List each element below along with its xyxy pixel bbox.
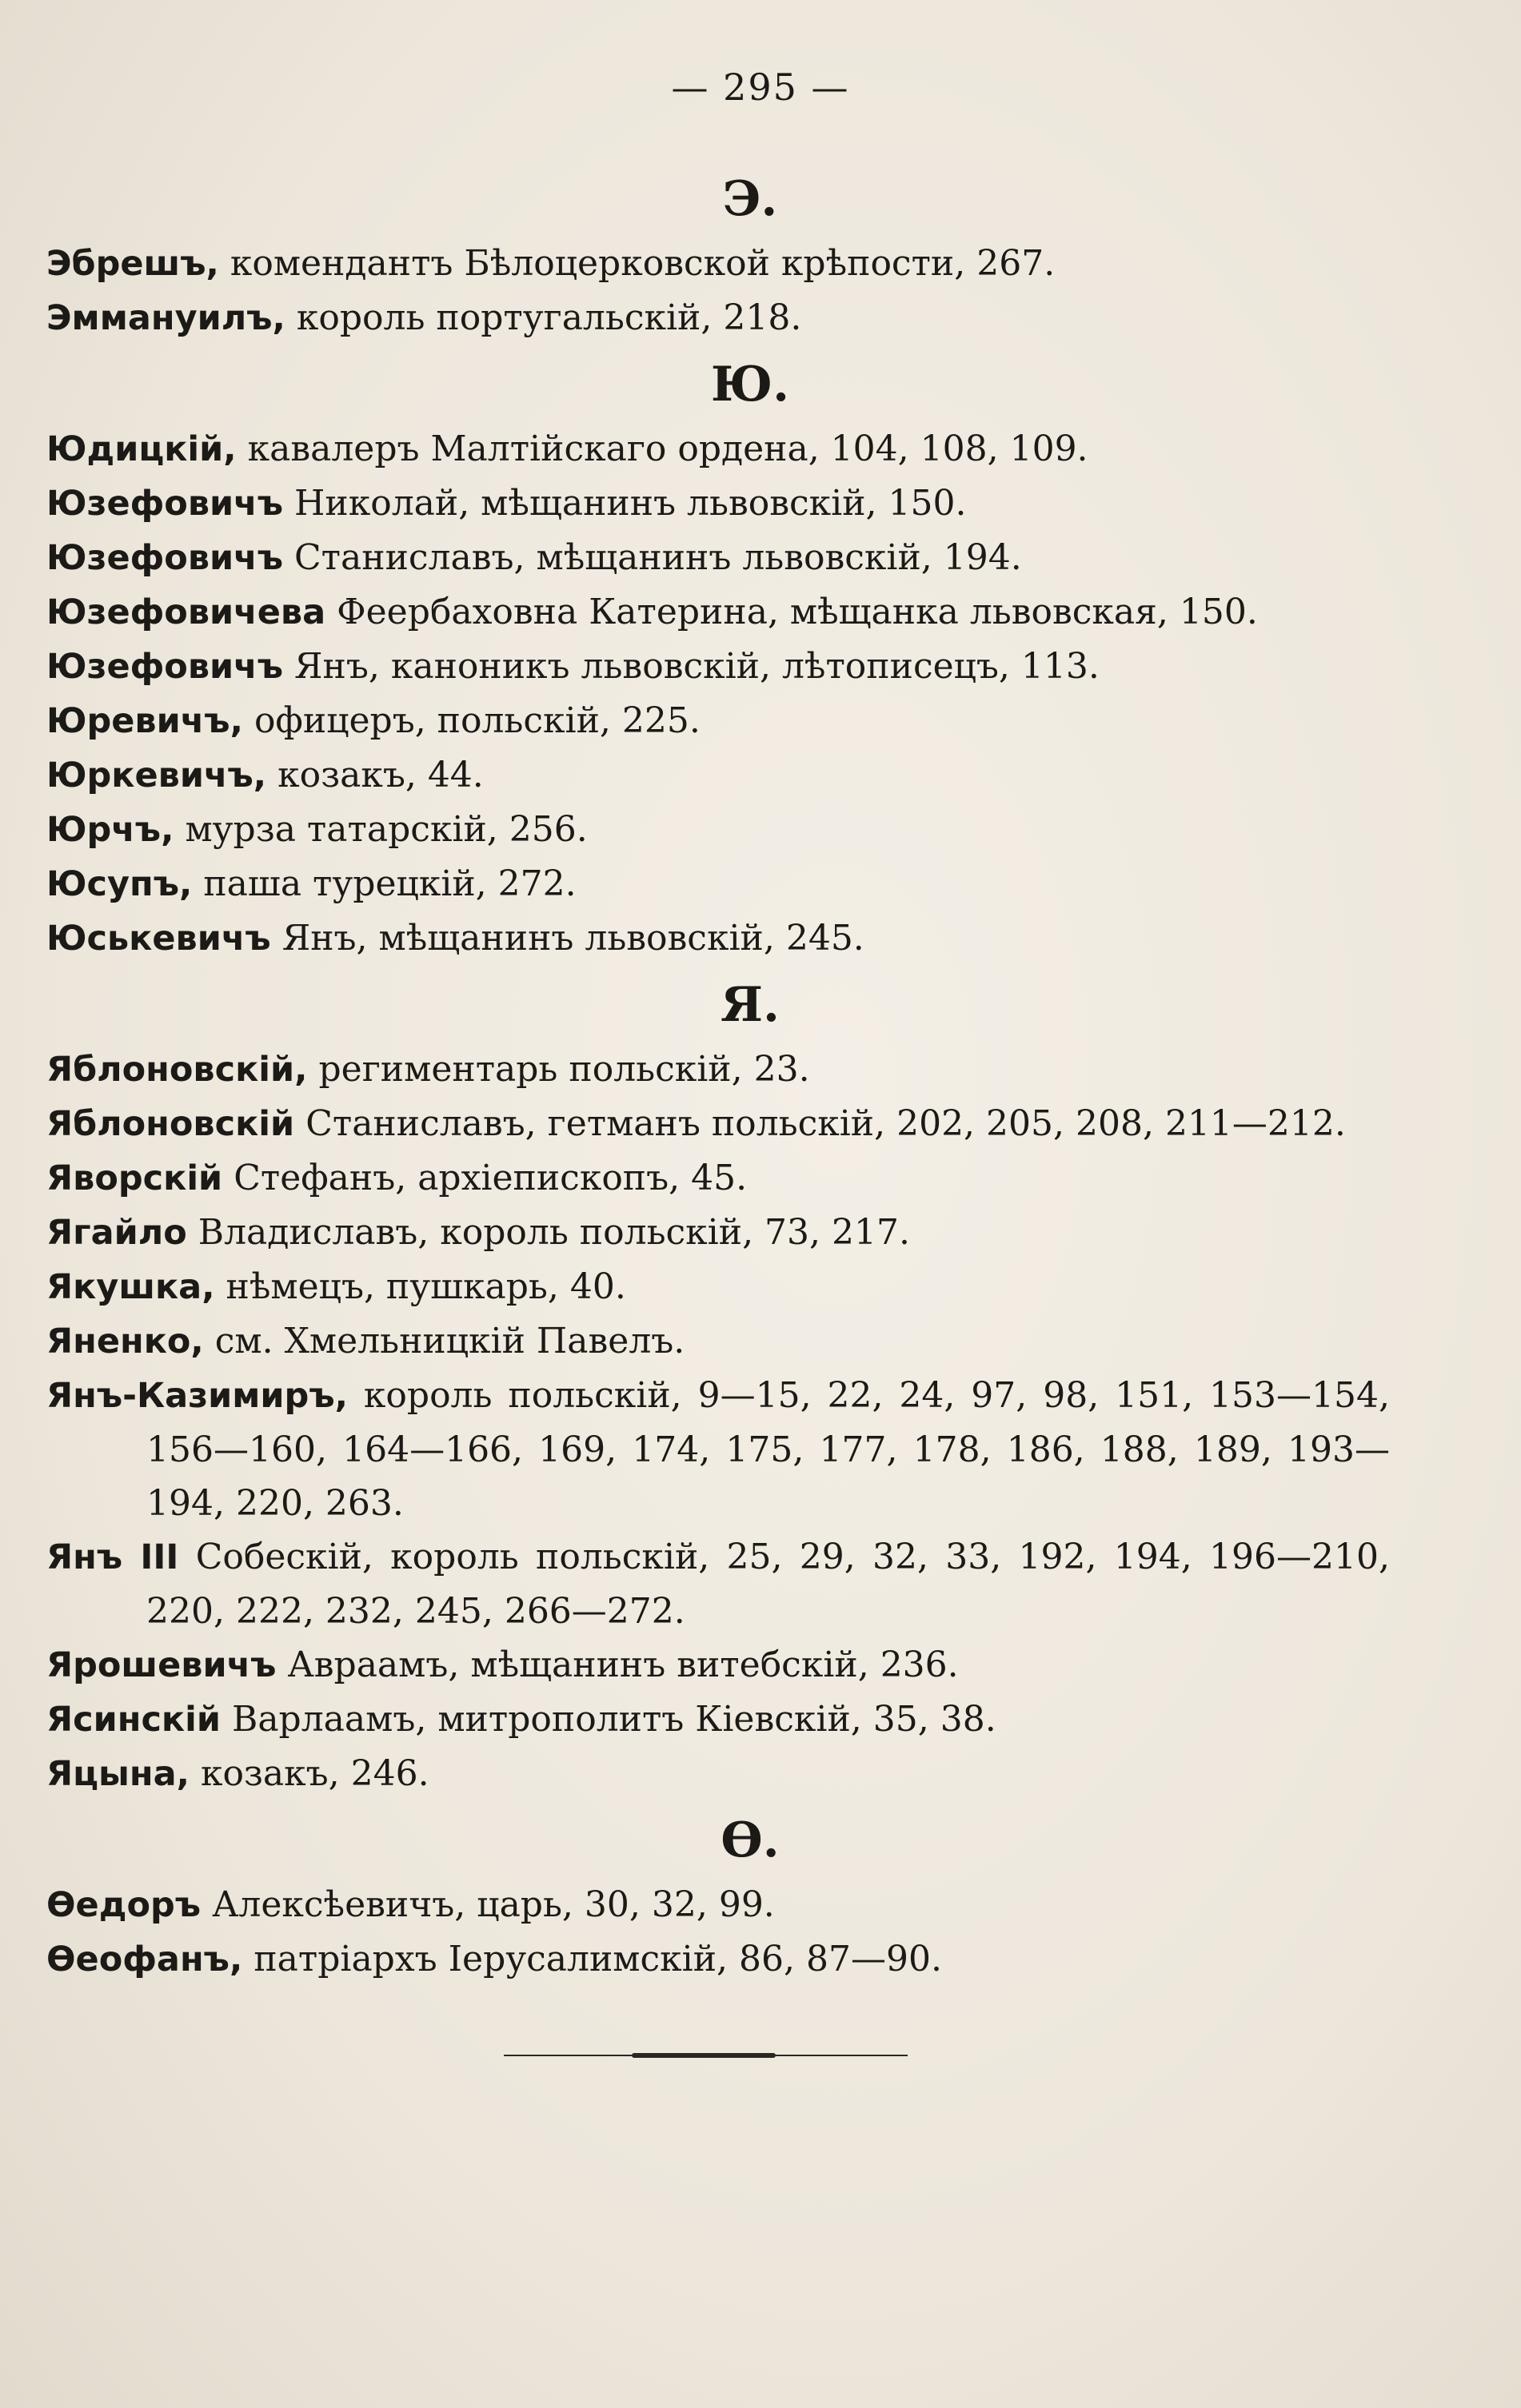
index-entry [46,237,1390,291]
entry-name: Юськевичъ [46,919,271,959]
index-entry [46,1692,1390,1747]
entry-name: Ягайло [46,1213,187,1253]
entry-text: Николай, мѣщанинъ львовскій, 150. [294,483,967,524]
entry-name: Яненко, [46,1322,204,1361]
entry-text: Станиславъ, гетманъ польскій, 202, 205, 208, 211—212. [305,1103,1346,1144]
entry-name: Юзефовичъ [46,647,284,687]
entry-name: Яблоновскій [46,1104,295,1144]
index-entry [46,1878,1390,1932]
index-entry [46,803,1390,857]
index-entry [46,531,1390,585]
entry-name: Ясинскій [46,1700,221,1740]
index-entry [46,1151,1390,1206]
index-entry [46,1043,1390,1097]
entry-name: Яблоновскій, [46,1050,308,1090]
entry-name: Юзефовичъ [46,484,284,524]
entry-text: Янъ, каноникъ львовскій, лѣтописецъ, 113. [294,646,1100,687]
entry-text: кавалеръ Малтійскаго ордена, 104, 108, 109. [247,429,1088,469]
entry-text: мурза татарскій, 256. [185,809,588,850]
entry-name: Юзефовичъ [46,538,284,578]
section-letter: Э. [722,171,778,227]
entry-text: нѣмецъ, пушкарь, 40. [226,1266,626,1307]
index-entry [46,1206,1390,1260]
entry-name: Юрчъ, [46,810,174,850]
index-entry [46,291,1390,345]
index-entry [46,640,1390,694]
entry-text: региментарь польскій, 23. [318,1049,810,1090]
rule-thick-line [632,2053,776,2058]
entry-text: патріархъ Іерусалимскій, 86, 87—90. [254,1939,942,1979]
entry-name: Ѳедоръ [46,1885,202,1925]
entry-name: Яцына, [46,1754,190,1794]
entry-name: Янъ-Казимиръ, [46,1376,348,1416]
index-entry [46,1638,1390,1692]
entry-name: Юсупъ, [46,864,193,904]
page-number: — 295 — [671,66,850,109]
entry-name: Яворскій [46,1158,223,1198]
index-entry [46,422,1390,476]
entry-text: Собескій, король польскій, 25, 29, 32, 33, 192, 194, 196—210, 220, 222, 232, 245, 266—272. [146,1537,1390,1632]
entry-text: офицеръ, польскій, 225. [254,700,701,741]
index-entry [46,1314,1390,1369]
entry-text: козакъ, 246. [200,1753,429,1794]
entry-text: Варлаамъ, митрополитъ Кіевскій, 35, 38. [231,1699,996,1740]
entry-name: Юревичъ, [46,701,243,741]
entry-name: Ѳеофанъ, [46,1940,243,1979]
entry-text: Владиславъ, король польскій, 73, 217. [198,1212,910,1253]
entry-text: Феербаховна Катерина, мѣщанка львовская, 150. [337,592,1258,632]
entry-text: паша турецкій, 272. [203,863,577,904]
entry-name: Ярошевичъ [46,1645,277,1685]
index-content [46,160,1390,1987]
entry-text: король португальскій, 218. [296,297,802,338]
index-entry [46,1530,1390,1638]
index-entry [46,1369,1390,1530]
index-entry [46,1747,1390,1801]
entry-text: комендантъ Бѣлоцерковской крѣпости, 267. [230,243,1056,284]
entry-text: Авраамъ, мѣщанинъ витебскій, 236. [287,1645,959,1685]
entry-text: Стефанъ, архіепископъ, 45. [234,1158,748,1198]
index-entry [46,911,1390,966]
index-entry [46,1932,1390,1987]
index-entry [46,748,1390,803]
entry-text: Алексѣевичъ, царь, 30, 32, 99. [212,1884,775,1925]
entry-name: Юркевичъ, [46,755,267,795]
entry-name: Эбрешъ, [46,244,219,284]
index-entry [46,476,1390,531]
index-entry [46,1097,1390,1151]
index-entry [46,585,1390,640]
index-entry [46,1260,1390,1314]
index-entry [46,857,1390,911]
section-letter: Ѳ. [721,1812,780,1868]
entry-name: Юзефовичева [46,592,326,632]
section-letter: Ю. [710,357,790,413]
entry-text: козакъ, 44. [277,755,484,795]
section-letter: Я. [721,977,780,1033]
end-rule [504,2053,908,2058]
entry-text: король польскій, 9—15, 22, 24, 97, 98, 151, 153—154, 156—160, 164—166, 169, 174, 175, 177, 178, 186, 188, 189, 193—194, 220, 263. [146,1375,1390,1524]
entry-name: Юдицкій, [46,429,237,469]
entry-name: Янъ III [46,1537,179,1577]
entry-text: Станиславъ, мѣщанинъ львовскій, 194. [294,537,1022,578]
index-entry [46,694,1390,748]
entry-name: Эммануилъ, [46,298,285,338]
entry-text: см. Хмельницкій Павелъ. [214,1321,685,1361]
entry-text: Янъ, мѣщанинъ львовскій, 245. [281,918,864,959]
entry-name: Якушка, [46,1267,215,1307]
